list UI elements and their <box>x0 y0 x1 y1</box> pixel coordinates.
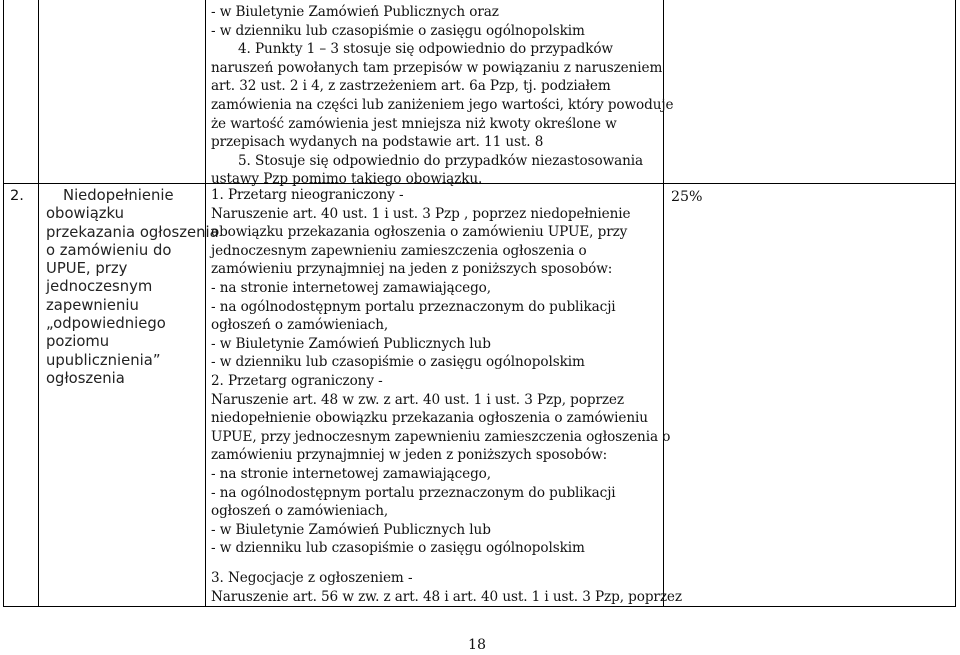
text-line: Naruszenie art. 56 w zw. z art. 48 i art. 40 ust. 1 i ust. 3 Pzp, poprzez <box>211 588 682 605</box>
text-line: - w dzienniku lub czasopiśmie o zasięgu ogólnopolskim <box>211 354 585 371</box>
text-line: art. 32 ust. 2 i 4, z zastrzeżeniem art. 6a Pzp, tj. podziałem <box>211 78 611 95</box>
text-line: o zamówieniu do <box>46 241 172 259</box>
text-line: 4. Punkty 1 – 3 stosuje się odpowiednio do przypadków <box>238 41 613 58</box>
text-line: zapewnieniu <box>46 296 139 314</box>
text-line: Naruszenie art. 48 w zw. z art. 40 ust. 1 i ust. 3 Pzp, poprzez <box>211 391 624 408</box>
text-line: jednoczesnym zapewnieniu zamieszczenia ogłoszenia o <box>211 242 587 259</box>
row-description <box>46 187 219 388</box>
text-line: UPUE, przy <box>46 260 128 278</box>
text-line: niedopełnienie obowiązku przekazania ogłoszenia o zamówieniu <box>211 410 648 427</box>
text-line: ogłoszeń o zamówieniach, <box>211 317 389 334</box>
text-line: 3. Negocjacje z ogłoszeniem - <box>211 570 413 586</box>
page-number: 18 <box>468 637 487 653</box>
text-line: obowiązku <box>46 205 125 223</box>
text-line: - w dzienniku lub czasopiśmie o zasięgu ogólnopolskim <box>211 22 585 39</box>
text-line: - w dzienniku lub czasopiśmie o zasięgu ogólnopolskim <box>211 540 585 557</box>
text-line: upublicznienia” <box>46 351 161 369</box>
text-line: - na ogólnodostępnym portalu przeznaczonym do publikacji <box>211 298 616 315</box>
text-line: UPUE, przy jednoczesnym zapewnieniu zamieszczenia ogłoszenia o <box>211 428 671 445</box>
text-line: - na ogólnodostępnym portalu przeznaczonym do publikacji <box>211 484 616 501</box>
row-negotiation <box>211 569 682 606</box>
text-line: przekazania ogłoszenia <box>46 223 219 241</box>
row-percentage: 25% <box>671 189 703 205</box>
text-line: że wartość zamówienia jest mniejsza niż kwoty określone w <box>211 115 617 132</box>
text-line: - w Biuletynie Zamówień Publicznych lub <box>211 521 491 538</box>
table-border-right <box>955 0 956 607</box>
row-details <box>211 186 670 558</box>
text-line: 2. Przetarg ograniczony - <box>211 372 383 389</box>
text-line: obowiązku przekazania ogłoszenia o zamówieniu UPUE, przy <box>211 224 628 241</box>
text-line: poziomu <box>46 333 110 351</box>
text-line: „odpowiedniego <box>46 315 166 333</box>
text-line: - w Biuletynie Zamówień Publicznych oraz <box>211 4 499 20</box>
previous-row-details <box>211 3 673 189</box>
text-line: - na stronie internetowej zamawiającego, <box>211 465 491 482</box>
text-line: 1. Przetarg nieograniczony - <box>211 187 404 203</box>
text-line: zamówieniu przynajmniej na jeden z poniższych sposobów: <box>211 261 613 278</box>
text-line: ogłoszeń o zamówieniach, <box>211 503 389 520</box>
text-line: naruszeń powołanych tam przepisów w powiązaniu z naruszeniem <box>211 59 663 76</box>
text-line: 5. Stosuje się odpowiednio do przypadków niezastosowania <box>238 152 644 169</box>
text-line: - na stronie internetowej zamawiającego, <box>211 279 491 296</box>
table-col-divider-1 <box>38 0 39 607</box>
text-line: ustawy Pzp pomimo takiego obowiązku. <box>211 171 483 188</box>
row-number: 2. <box>10 187 24 204</box>
text-line: Naruszenie art. 40 ust. 1 i ust. 3 Pzp , poprzez niedopełnienie <box>211 205 631 222</box>
text-line: Niedopełnienie <box>63 187 174 204</box>
text-line: ogłoszenia <box>46 369 125 387</box>
text-line: przepisach wydanych na podstawie art. 11 ust. 8 <box>211 134 544 151</box>
text-line: zamówienia na części lub zaniżeniem jego wartości, który powoduje <box>211 96 674 113</box>
table-border-left <box>3 0 4 607</box>
text-line: - w Biuletynie Zamówień Publicznych lub <box>211 335 491 352</box>
text-line: zamówieniu przynajmniej w jeden z poniższych sposobów: <box>211 447 608 464</box>
text-line: jednoczesnym <box>46 278 153 296</box>
